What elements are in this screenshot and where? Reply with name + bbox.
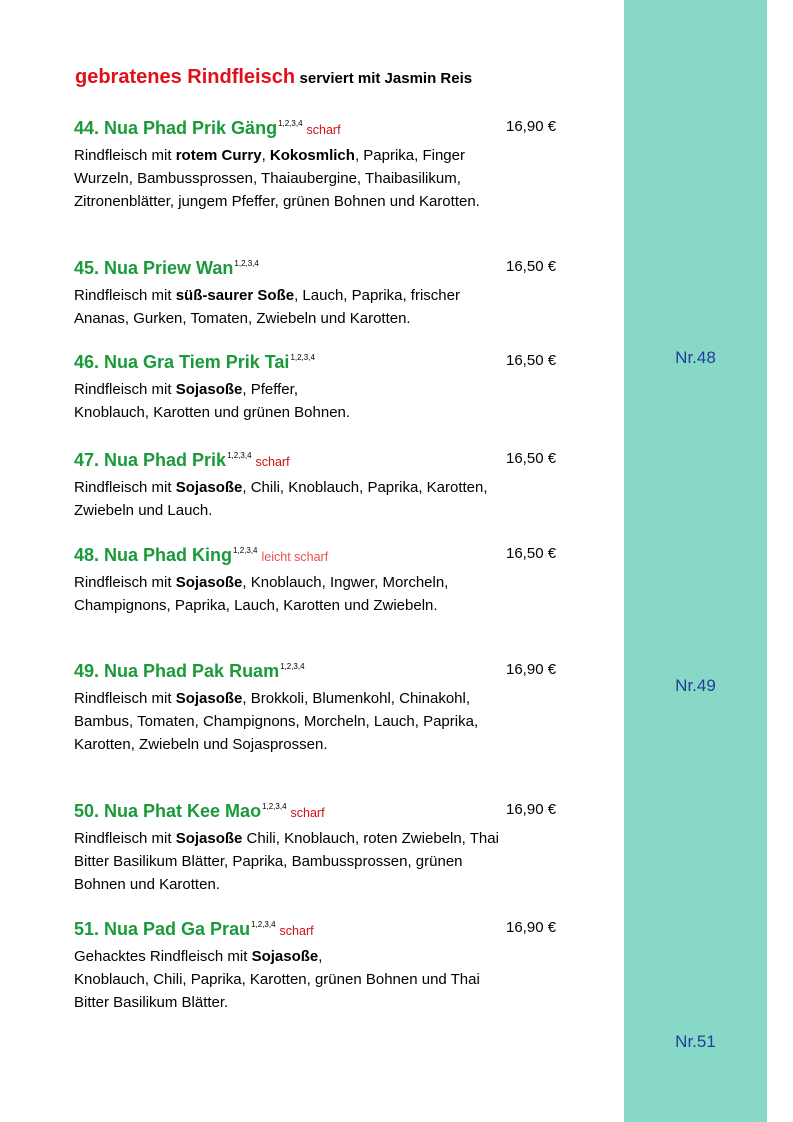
menu-item <box>74 118 574 213</box>
allergen-codes: 1,2,3,4 <box>251 920 276 929</box>
menu-item-title <box>74 450 574 476</box>
menu-item-title <box>74 919 574 945</box>
menu-item-title <box>74 801 574 827</box>
dish-description: Rindfleisch mit Sojasoße, Brokkoli, Blumenkohl, Chinakohl, Bambus, Tomaten, Champignons, Morcheln, Lauch, Paprika, Karotten, Zwiebeln und Sojasprossen. <box>74 690 479 753</box>
dish-price: 16,50 € <box>506 545 557 562</box>
dish-name: 44. Nua Phad Prik Gäng <box>74 118 278 138</box>
dish-description: Rindfleisch mit Sojasoße Chili, Knoblauch, roten Zwiebeln, Thai Bitter Basilikum Blätter, Paprika, Bambussprossen, grünen Bohnen und Karotten. <box>74 830 499 893</box>
side-label-nr51: Nr.51 <box>675 1032 716 1051</box>
allergen-codes: 1,2,3,4 <box>227 451 252 460</box>
spice-level: scharf <box>279 924 314 938</box>
side-label-nr48: Nr.48 <box>675 348 716 367</box>
dish-name: 48. Nua Phad King <box>74 545 233 565</box>
dish-name: 50. Nua Phat Kee Mao <box>74 801 262 821</box>
spice-level: scharf <box>306 123 341 137</box>
dish-price: 16,90 € <box>506 661 557 678</box>
allergen-codes: 1,2,3,4 <box>233 546 258 555</box>
allergen-codes: 1,2,3,4 <box>234 259 259 268</box>
menu-item <box>74 545 574 617</box>
spice-level: leicht scharf <box>261 550 329 564</box>
menu-item-title <box>74 258 574 284</box>
dish-description: Rindfleisch mit Sojasoße, Knoblauch, Ingwer, Morcheln, Champignons, Paprika, Lauch, Karotten und Zwiebeln. <box>74 574 449 614</box>
menu-item-title <box>74 352 574 378</box>
dish-name: 49. Nua Phad Pak Ruam <box>74 661 280 681</box>
section-heading <box>75 66 472 89</box>
menu-item <box>74 258 574 330</box>
section-subtitle: serviert mit Jasmin Reis <box>299 70 473 87</box>
side-panel <box>624 0 767 1122</box>
menu-item <box>74 352 574 424</box>
menu-item <box>74 801 574 896</box>
allergen-codes: 1,2,3,4 <box>290 353 315 362</box>
menu-item-title <box>74 545 574 571</box>
dish-price: 16,50 € <box>506 352 557 369</box>
dish-description: Rindfleisch mit Sojasoße, Chili, Knoblauch, Paprika, Karotten, Zwiebeln und Lauch. <box>74 479 488 519</box>
dish-description: Rindfleisch mit süß-saurer Soße, Lauch, Paprika, frischer Ananas, Gurken, Tomaten, Zwiebeln und Karotten. <box>74 287 460 327</box>
section-title: gebratenes Rindfleisch <box>75 66 296 88</box>
menu-item <box>74 450 574 522</box>
dish-name: 46. Nua Gra Tiem Prik Tai <box>74 352 290 372</box>
spice-level: scharf <box>255 455 290 469</box>
allergen-codes: 1,2,3,4 <box>262 802 287 811</box>
dish-description: Gehacktes Rindfleisch mit Sojasoße, Knoblauch, Chili, Paprika, Karotten, grünen Bohnen und Thai Bitter Basilikum Blätter. <box>74 948 480 1011</box>
dish-name: 51. Nua Pad Ga Prau <box>74 919 251 939</box>
dish-description: Rindfleisch mit Sojasoße, Pfeffer, Knoblauch, Karotten und grünen Bohnen. <box>74 381 351 421</box>
dish-name: 45. Nua Priew Wan <box>74 258 234 278</box>
dish-price: 16,90 € <box>506 919 557 936</box>
side-label-nr49: Nr.49 <box>675 676 716 695</box>
menu-item-title <box>74 661 574 687</box>
dish-name: 47. Nua Phad Prik <box>74 450 227 470</box>
dish-price: 16,50 € <box>506 450 557 467</box>
allergen-codes: 1,2,3,4 <box>280 662 305 671</box>
menu-item-title <box>74 118 574 144</box>
spice-level: scharf <box>290 806 325 820</box>
dish-price: 16,90 € <box>506 801 557 818</box>
allergen-codes: 1,2,3,4 <box>278 119 303 128</box>
menu-item <box>74 661 574 756</box>
dish-price: 16,50 € <box>506 258 557 275</box>
dish-price: 16,90 € <box>506 118 557 135</box>
dish-description: Rindfleisch mit rotem Curry, Kokosmlich, Paprika, Finger Wurzeln, Bambussprossen, Thaiaubergine, Thaibasilikum, Zitronenblätter, jungem Pfeffer, grünen Bohnen und Karotten. <box>74 147 480 210</box>
menu-item <box>74 919 574 1014</box>
